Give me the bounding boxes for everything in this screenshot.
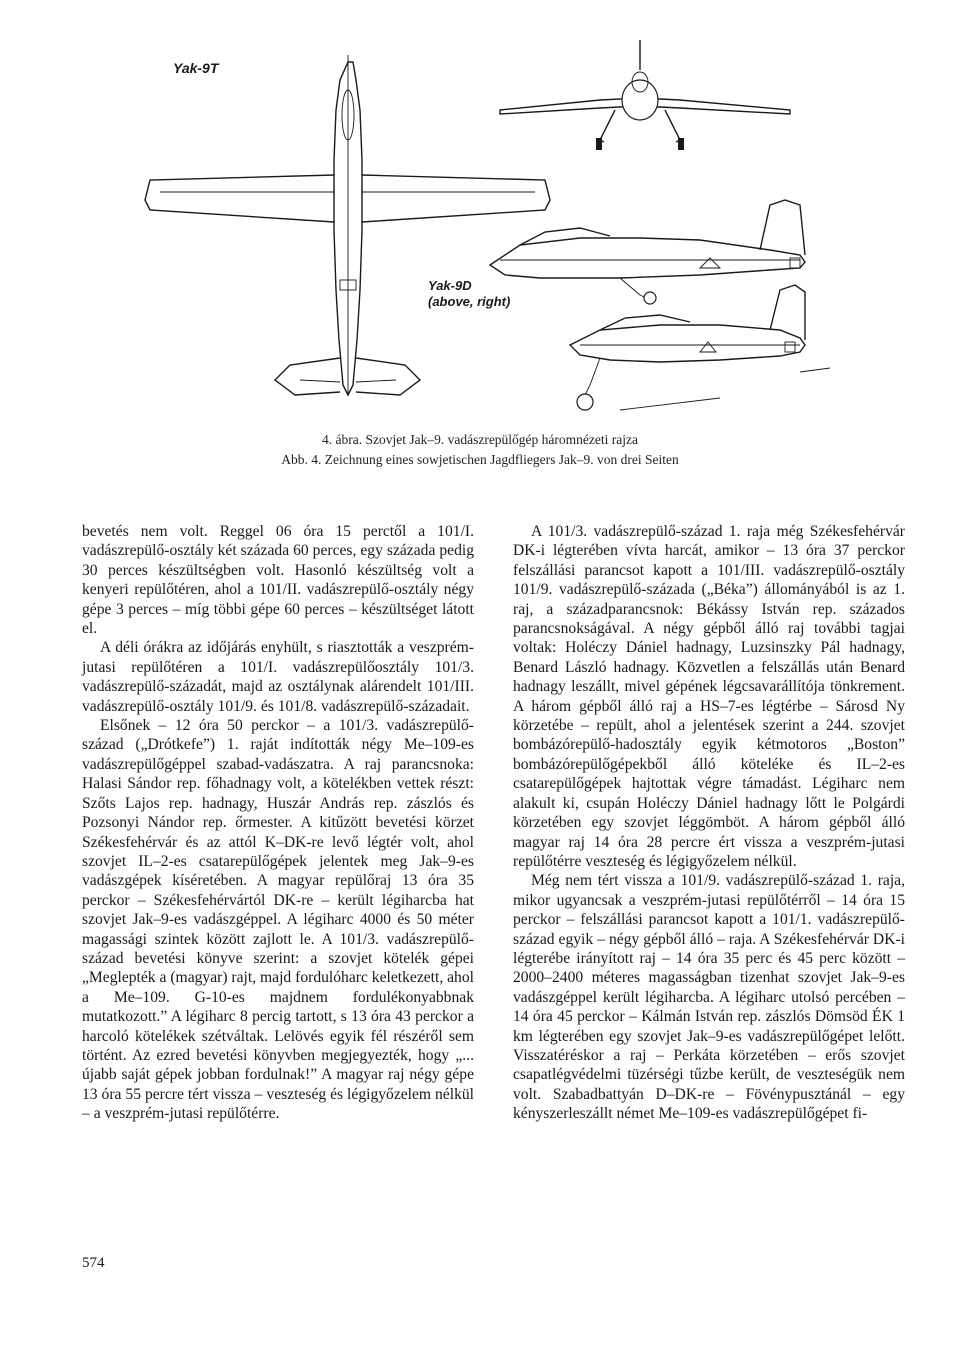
text-column-left xyxy=(82,522,474,1124)
front-view-drawing xyxy=(500,40,790,150)
page-number: 574 xyxy=(82,1255,105,1271)
figure-caption-hungarian: 4. ábra. Szovjet Jak–9. vadászrepülőgép háromnézeti rajza xyxy=(322,432,638,447)
figure-caption-german: Abb. 4. Zeichnung eines sowjetischen Jagdfliegers Jak–9. von drei Seiten xyxy=(281,452,679,467)
figure-label-yak9d xyxy=(428,278,510,310)
text-column-right xyxy=(513,522,905,1124)
figure-label-yak9t: Yak-9T xyxy=(173,60,219,76)
figure-label-yak9d-line2: (above, right) xyxy=(428,294,511,309)
paragraph: bevetés nem volt. Reggel 06 óra 15 perctől a 101/I. vadászrepülő-osztály két százada 60 perces, egy százada pedig 30 perces készültségben volt. Hasonló készültség volt a kenyeri repülőtéren, ahol a 101/II. vadászrepülő-osztály négy gépe 3 perces – míg többi gépe 60 perces – készültséget látott el. xyxy=(82,523,474,638)
paragraph: Elsőnek – 12 óra 50 perckor – a 101/3. vadászrepülő-század („Drótkefe”) 1. raját indították négy Me–109-es vadászrepülőgéppel szabad-vadászatra. A raj parancsnoka: Halasi Sándor rep. főhadnagy volt, a kötelékben vettek részt: Szőts Lajos rep. hadnagy, Huszár András rep. zászlós és Pozsonyi Nándor rep. őrmester. A kitűzött bevetési körzet Székesfehérvár és az attól K–DK-re levő légtér volt, ahol szovjet IL–2-es csatarepülőgépek jelentek meg Jak–9-es vadászgépek kíséretében. A magyar repülőraj 13 óra 35 perckor – Székesfehérvártól DK-re – került légiharcba hat szovjet Jak–9-es vadászgéppel. A légiharc 4000 és 50 méter magassági szintek között zajlott le. A 101/3. vadászrepülő-század bevetési könyve szerint: a szovjet kötelék gépei „Meglepték a (magyar) rajt, majd fordulóharc keletkezett, ahol a Me–109. G-10-es majdnem fordulékonyabbnak mutatkozott.” A légiharc 8 percig tartott, s 13 óra 43 perckor a harcoló kötelékek szétváltak. Lelövés egyik fél részéről sem történt. Az ezred bevetési könyvben megjegyezték, hogy „... újabb saját gépek jobban fordulnak!” A magyar raj négy gépe 13 óra 55 percre tért vissza – veszteség és légigyőzelem nélkül – a veszprém-jutasi repülőtérre. xyxy=(82,717,474,1123)
side-view-drawing-upper xyxy=(490,200,805,304)
side-view-drawing-lower xyxy=(570,285,830,410)
paragraph: A déli órákra az időjárás enyhült, s riasztották a veszprém-jutasi repülőtéren a 101/I. vadászrepülőosztály 101/3. vadászrepülő-századát, majd az osztálynak alárendelt 101/III. vadászrepülő-osztály 101/9. és 101/8. vadászrepülő-századait. xyxy=(82,639,474,715)
paragraph: Még nem tért vissza a 101/9. vadászrepülő-század 1. raja, mikor ugyancsak a veszprém-jutasi repülőtérről – 14 óra 15 perckor – felszállási parancsot kapott a 101/1. vadászrepülő-század egyik – négy gépből álló – raja. A Székesfehérvár DK-i légterébe irányított raj – 14 óra 35 perc és 45 perc között – 2000–2400 méteres magasságban tizenhat szovjet Jak–9-es vadászgéppel került légiharcba. A légiharc utolsó percében – 14 óra 45 perckor – Kálmán István rep. zászlós Dömsöd ÉK 1 km légterében egy szovjet Jak–9-es vadászrepülőgépet lelőtt. Visszatéréskor a raj – Perkáta körzetében – erős szovjet csapatlégvédelmi tüzérségi tűzbe került, de veszteségük nem volt. Szabadbattyán D–DK-re – Fövénypusztánál – egy kényszerleszállt német Me–109-es vadászrepülőgépet fi- xyxy=(513,872,905,1123)
figure-yak9-three-view xyxy=(0,0,960,480)
plan-view-drawing xyxy=(145,55,550,395)
paragraph: A 101/3. vadászrepülő-század 1. raja még Székesfehérvár DK-i légterében vívta harcát, amikor – 13 óra 37 perckor felszállási parancsot kapott a 101/III. vadászrepülő-osztály 101/9. vadászrepülő-százada („Béka”) állományából is az 1. raj, a századparancsnok: Békássy István rep. százados parancsnokságával. A négy gépből álló raj további tagjai voltak: Holéczy Dániel hadnagy, Luzsinszky Pál hadnagy, Benard László hadnagy. Közvetlen a felszállás után Benard hadnagy leszállt, mivel gépének légcsavarállítója tönkrement. A három gépből álló raj a HS–7-es légtérbe – Sárosd Ny körzetébe – repült, ahol a jelentések szerint a 244. szovjet bombázórepülő-hadosztály egyik kétmotoros „Boston” bombázórepülőgépekből álló köteléke és IL–2-es csatarepülőgépek hajtottak végre támadást. Légiharc nem alakult ki, csupán Holéczy Dániel hadnagy lőtt le Polgárdi körzetében egy szovjet léggömböt. A három gépből álló magyar raj 14 óra 28 percre ért vissza a veszprém-jutasi repülőtérre veszteség és légigyőzelem nélkül. xyxy=(513,523,905,870)
aircraft-drawing xyxy=(0,0,960,430)
figure-label-yak9d-line1: Yak-9D xyxy=(428,278,472,293)
